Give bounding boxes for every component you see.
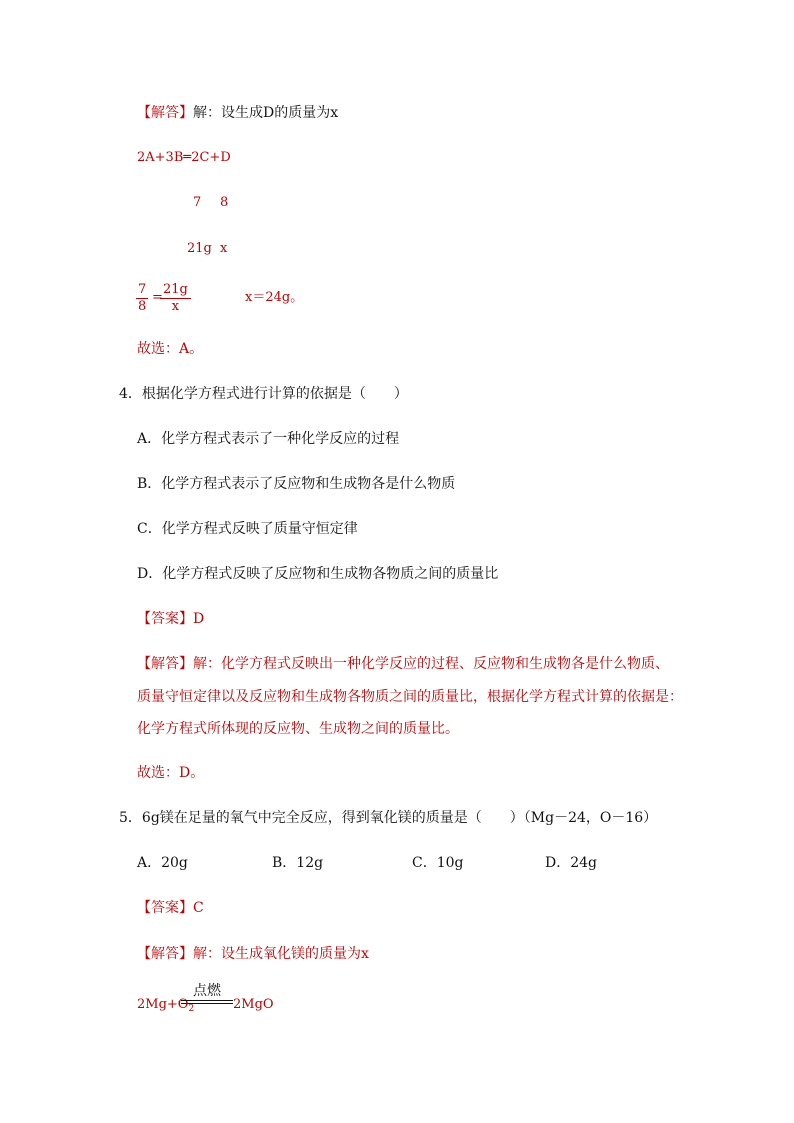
fraction-numerator: 21g <box>160 282 191 299</box>
q5-option-b: B．12g <box>272 855 324 871</box>
q4-option-b: B．化学方程式表示了反应物和生成物各是什么物质 <box>137 476 456 492</box>
answer-label: 【答案】 <box>137 611 193 627</box>
condition-arrow-line <box>181 1000 233 1001</box>
q4-question: 4．根据化学方程式进行计算的依据是（ ） <box>119 386 408 402</box>
q4-choice: 故选：D。 <box>137 765 205 781</box>
fraction-denominator: 8 <box>138 299 147 314</box>
answer-label: 【答案】 <box>137 900 193 916</box>
solution-label: 【解答】 <box>137 946 193 962</box>
solution-intro: 解：设生成氧化镁的质量为x <box>193 946 369 962</box>
solution-text: 解：化学方程式反映出一种化学反应的过程、反应物和生成物各是什么物质、 <box>193 656 669 672</box>
q3-choice: 故选：A。 <box>137 341 204 357</box>
q4-solution-line-2: 质量守恒定律以及反应物和生成物各物质之间的质量比，根据化学方程式计算的依据是： <box>137 689 683 705</box>
q5-solution-line <box>137 945 369 963</box>
q4-option-d: D．化学方程式反映了反应物和生成物各物质之间的质量比 <box>137 566 499 582</box>
q4-solution-line-3: 化学方程式所体现的反应物、生成物之间的质量比。 <box>137 721 459 737</box>
q3-mass-21g: 21g <box>187 241 212 256</box>
fraction-numerator: 7 <box>138 282 147 297</box>
fraction-denominator: x <box>171 299 180 314</box>
q5-option-d: D．24g <box>545 855 598 871</box>
q5-equation-right: 2MgO <box>233 997 274 1012</box>
q3-mass-x: x <box>220 241 228 256</box>
answer-value: C <box>193 900 204 916</box>
solution-label: 【解答】 <box>137 656 193 672</box>
q5-answer-line <box>137 899 204 917</box>
equation-reactants: 2Mg+O <box>137 997 189 1012</box>
q3-equals: = <box>152 290 163 305</box>
q4-solution-line-1 <box>137 655 669 673</box>
condition-label: 点燃 <box>193 983 221 999</box>
q3-ratio-8: 8 <box>220 195 229 210</box>
solution-label: 【解答】 <box>137 105 193 121</box>
q4-option-a: A．化学方程式表示了一种化学反应的过程 <box>137 431 400 447</box>
q3-solution-line <box>137 104 338 122</box>
condition-arrow-line <box>181 1003 233 1004</box>
q3-fraction-left <box>136 282 148 315</box>
answer-value: D <box>193 611 205 627</box>
q4-answer-line <box>137 610 204 628</box>
q5-option-c: C．10g <box>412 855 464 871</box>
q3-ratio-7: 7 <box>193 195 202 210</box>
q3-equation: 2A+3B═2C+D <box>137 150 231 165</box>
q5-reaction-condition <box>181 983 233 1004</box>
q3-fraction-right <box>160 282 191 315</box>
solution-intro: 解：设生成D的质量为x <box>193 105 339 121</box>
equation-subscript: 2 <box>188 1004 195 1014</box>
q4-option-c: C．化学方程式反映了质量守恒定律 <box>137 521 358 537</box>
q5-question: 5．6g镁在足量的氧气中完全反应，得到氧化镁的质量是（ ）（Mg－24，O－16） <box>119 810 658 826</box>
q5-option-a: A．20g <box>137 855 188 871</box>
q3-result: x＝24g。 <box>245 290 304 305</box>
